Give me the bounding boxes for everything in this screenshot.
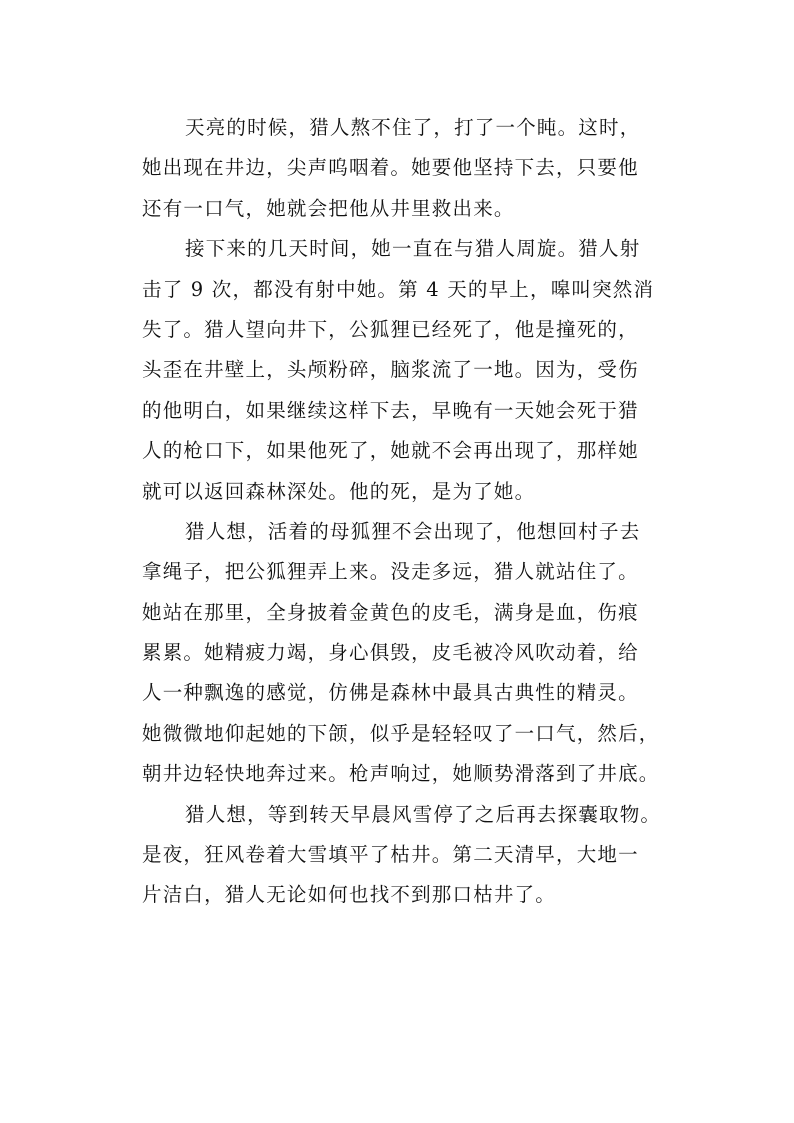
paragraph-line: 片洁白，猎人无论如何也找不到那口枯井了。 <box>142 883 557 907</box>
paragraph-line: 她出现在井边，尖声呜咽着。她要他坚持下去，只要他 <box>142 156 639 180</box>
paragraph-line: 拿绳子，把公狐狸弄上来。没走多远，猎人就站住了。 <box>142 560 639 584</box>
paragraph-line: 的他明白，如果继续这样下去，早晚有一天她会死于猎 <box>142 398 639 422</box>
paragraph-line: 天亮的时候，猎人熬不住了，打了一个盹。这时， <box>185 116 641 139</box>
document-body <box>142 108 702 916</box>
paragraph-line: 接下来的几天时间，她一直在与猎人周旋。猎人射 <box>185 237 641 261</box>
paragraph-line: 人的枪口下，如果他死了，她就不会再出现了，那样她 <box>142 439 639 463</box>
paragraph-line: 她站在那里，全身披着金黄色的皮毛，满身是血，伤痕 <box>142 600 639 624</box>
paragraph-line: 朝井边轻快地奔过来。枪声响过，她顺势滑落到了井底。 <box>142 762 660 786</box>
paragraph-line: 是夜，狂风卷着大雪填平了枯井。第二天清早，大地一 <box>142 843 639 867</box>
paragraph-line: 还有一口气，她就会把他从井里救出来。 <box>142 196 515 220</box>
paragraph-line: 就可以返回森林深处。他的死，是为了她。 <box>142 479 536 503</box>
paragraph-line: 她微微地仰起她的下颌，似乎是轻轻叹了一口气，然后， <box>142 721 660 745</box>
paragraph-line: 失了。猎人望向井下，公狐狸已经死了，他是撞死的， <box>142 317 639 341</box>
paragraph-line: 击了 9 次，都没有射中她。第 4 天的早上，嗥叫突然消 <box>142 277 655 301</box>
paragraph-line: 头歪在井壁上，头颅粉碎，脑浆流了一地。因为，受伤 <box>142 358 639 382</box>
paragraph-line: 猎人想，活着的母狐狸不会出现了，他想回村子去 <box>185 519 641 543</box>
paragraph-line: 累累。她精疲力竭，身心俱毁，皮毛被冷风吹动着，给 <box>142 641 639 665</box>
paragraph-line: 猎人想，等到转天早晨风雪停了之后再去探囊取物。 <box>185 802 662 826</box>
paragraph-line: 人一种飘逸的感觉，仿佛是森林中最具古典性的精灵。 <box>142 681 639 705</box>
